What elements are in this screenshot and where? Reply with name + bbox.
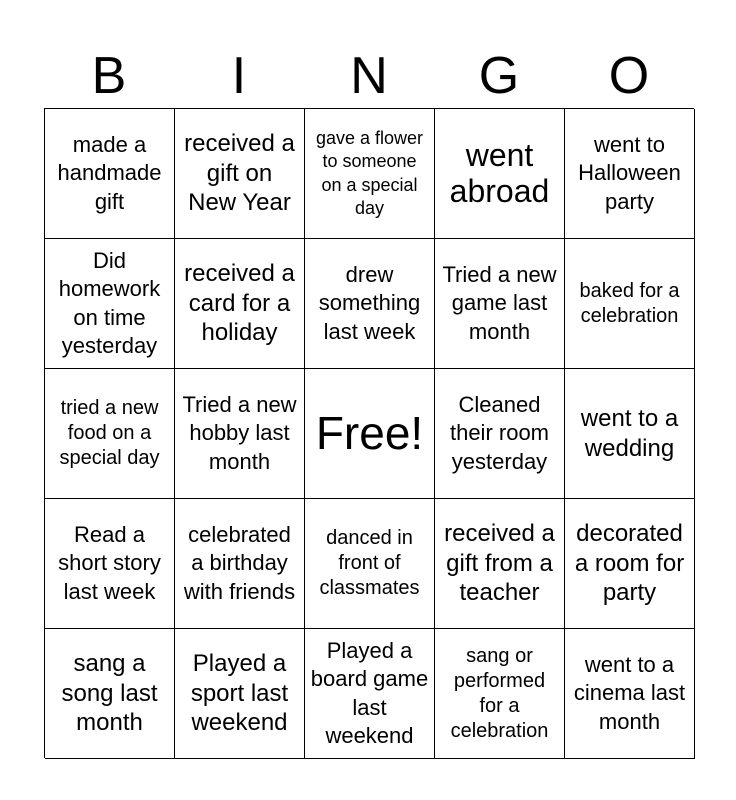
bingo-cell[interactable]: tried a new food on a special day — [45, 369, 175, 499]
bingo-cell[interactable]: baked for a celebration — [565, 239, 695, 369]
bingo-cell[interactable]: Tried a new hobby last month — [175, 369, 305, 499]
free-space[interactable]: Free! — [305, 369, 435, 499]
bingo-cell[interactable]: went to a wedding — [565, 369, 695, 499]
bingo-cell[interactable]: drew something last week — [305, 239, 435, 369]
header-letter-g: G — [478, 47, 520, 105]
bingo-cell[interactable]: sang or performed for a celebration — [435, 629, 565, 759]
bingo-cell[interactable]: Did homework on time yesterday — [45, 239, 175, 369]
header-letter-n: N — [350, 47, 388, 105]
bingo-cell[interactable]: made a handmade gift — [45, 109, 175, 239]
bingo-cell[interactable]: went to a cinema last month — [565, 629, 695, 759]
bingo-cell[interactable]: Tried a new game last month — [435, 239, 565, 369]
bingo-cell[interactable]: Read a short story last week — [45, 499, 175, 629]
bingo-cell[interactable]: Played a sport last weekend — [175, 629, 305, 759]
bingo-cell[interactable]: Played a board game last weekend — [305, 629, 435, 759]
header-letter-o: O — [608, 47, 650, 105]
bingo-cell[interactable]: went abroad — [435, 109, 565, 239]
bingo-cell[interactable]: received a card for a holiday — [175, 239, 305, 369]
bingo-cell[interactable]: danced in front of classmates — [305, 499, 435, 629]
bingo-cell[interactable]: Cleaned their room yesterday — [435, 369, 565, 499]
bingo-cell[interactable]: received a gift on New Year — [175, 109, 305, 239]
bingo-cell[interactable]: gave a flower to someone on a special day — [305, 109, 435, 239]
header-letter-b: B — [91, 47, 127, 105]
bingo-cell[interactable]: sang a song last month — [45, 629, 175, 759]
bingo-cell[interactable]: went to Halloween party — [565, 109, 695, 239]
bingo-header — [44, 44, 694, 108]
header-letter-i: I — [231, 47, 247, 105]
bingo-board — [44, 108, 694, 758]
bingo-cell[interactable]: received a gift from a teacher — [435, 499, 565, 629]
bingo-cell[interactable]: celebrated a birthday with friends — [175, 499, 305, 629]
bingo-cell[interactable]: decorated a room for party — [565, 499, 695, 629]
